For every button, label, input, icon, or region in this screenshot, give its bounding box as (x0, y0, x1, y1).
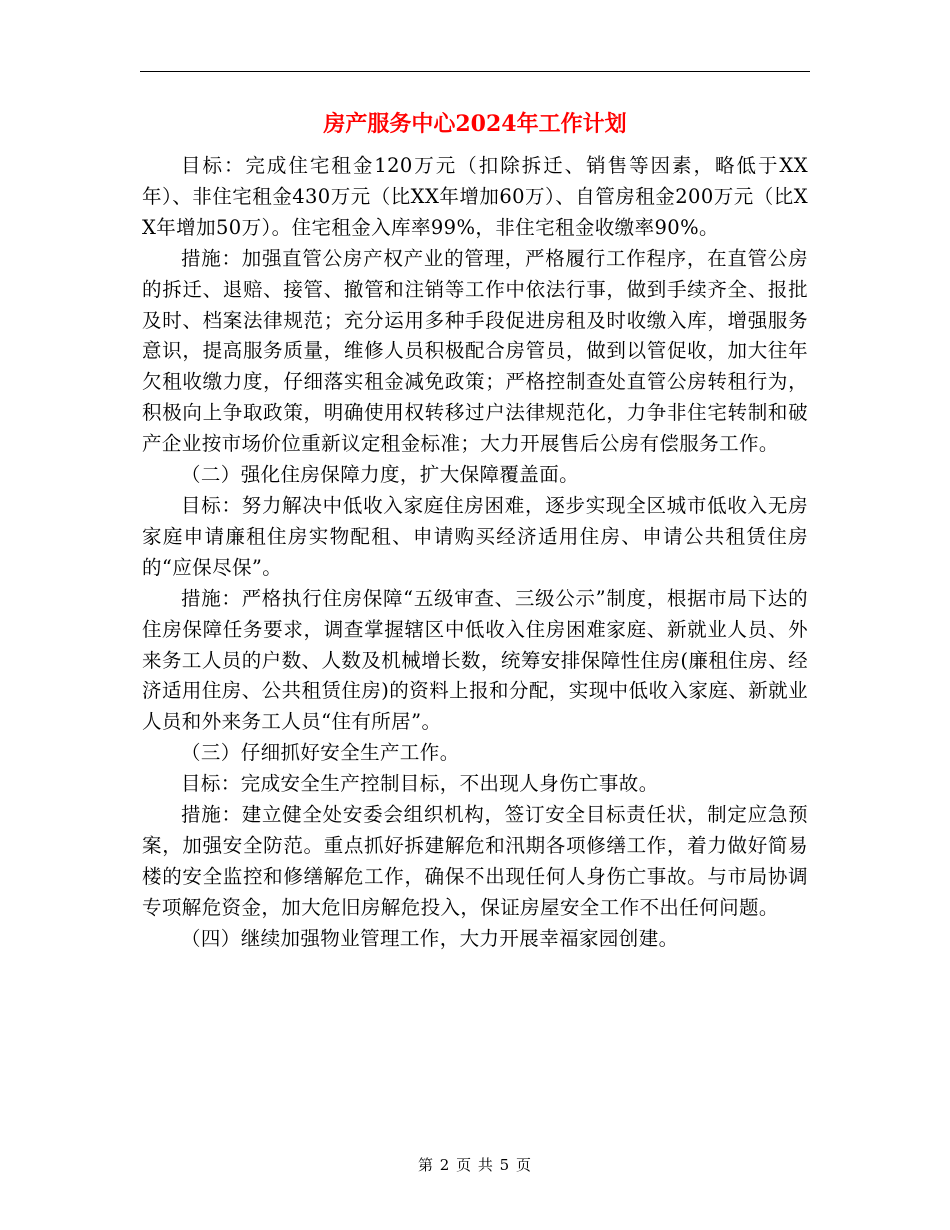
page-number: 第 2 页 共 5 页 (418, 1156, 532, 1174)
document-body (142, 151, 808, 955)
paragraph-safety-measures: 措施：建立健全处安委会组织机构，签订安全目标责任状，制定应急预案，加强安全防范。重点抓好拆建解危和汛期各项修缮工作，着力做好简易楼的安全监控和修缮解危工作，确保不出现任何人身伤亡事故。与市局协调专项解危资金，加大危旧房解危投入，保证房屋安全工作不出任何问题。 (142, 803, 808, 919)
paragraph-safety-target: 目标：完成安全生产控制目标，不出现人身伤亡事故。 (181, 772, 659, 796)
section-heading-safety: （三）仔细抓好安全生产工作。 (181, 741, 460, 765)
paragraph-rent-measures: 措施：加强直管公房产权产业的管理，严格履行工作程序，在直管公房的拆迁、退赔、接管、撤管和注销等工作中依法行事，做到手续齐全、报批及时、档案法律规范；充分运用多种手段促进房租及时收缴入库，增强服务意识，提高服务质量，维修人员积极配合房管员，做到以管促收，加大往年欠租收缴力度，仔细落实租金减免政策；严格控制查处直管公房转租行为，积极向上争取政策，明确使用权转移过户法律规范化，力争非住宅转制和破产企业按市场价位重新议定租金标准；大力开展售后公房有偿服务工作。 (142, 246, 808, 456)
document-title: 房产服务中心2024年工作计划 (323, 111, 627, 137)
paragraph-housing-target: 目标：努力解决中低收入家庭住房困难，逐步实现全区城市低收入无房家庭申请廉租住房实物配租、申请购买经济适用住房、申请公共租赁住房的“应保尽保”。 (142, 493, 808, 579)
section-heading-housing-security: （二）强化住房保障力度，扩大保障覆盖面。 (181, 463, 580, 487)
header-rule (140, 71, 810, 72)
section-heading-property-management: （四）继续加强物业管理工作，大力开展幸福家园创建。 (181, 926, 679, 950)
paragraph-rent-target: 目标：完成住宅租金120万元（扣除拆迁、销售等因素，略低于XX年）、非住宅租金430万元（比XX年增加60万）、自管房租金200万元（比XX年增加50万）。住宅租金入库率99%，非住宅租金收缴率90%。 (142, 154, 808, 239)
paragraph-housing-measures: 措施：严格执行住房保障“五级审查、三级公示”制度，根据市局下达的住房保障任务要求，调查掌握辖区中低收入住房困难家庭、新就业人员、外来务工人员的户数、人数及机械增长数，统筹安排保障性住房(廉租住房、经济适用住房、公共租赁住房)的资料上报和分配，实现中低收入家庭、新就业人员和外来务工人员“住有所居”。 (142, 586, 808, 734)
